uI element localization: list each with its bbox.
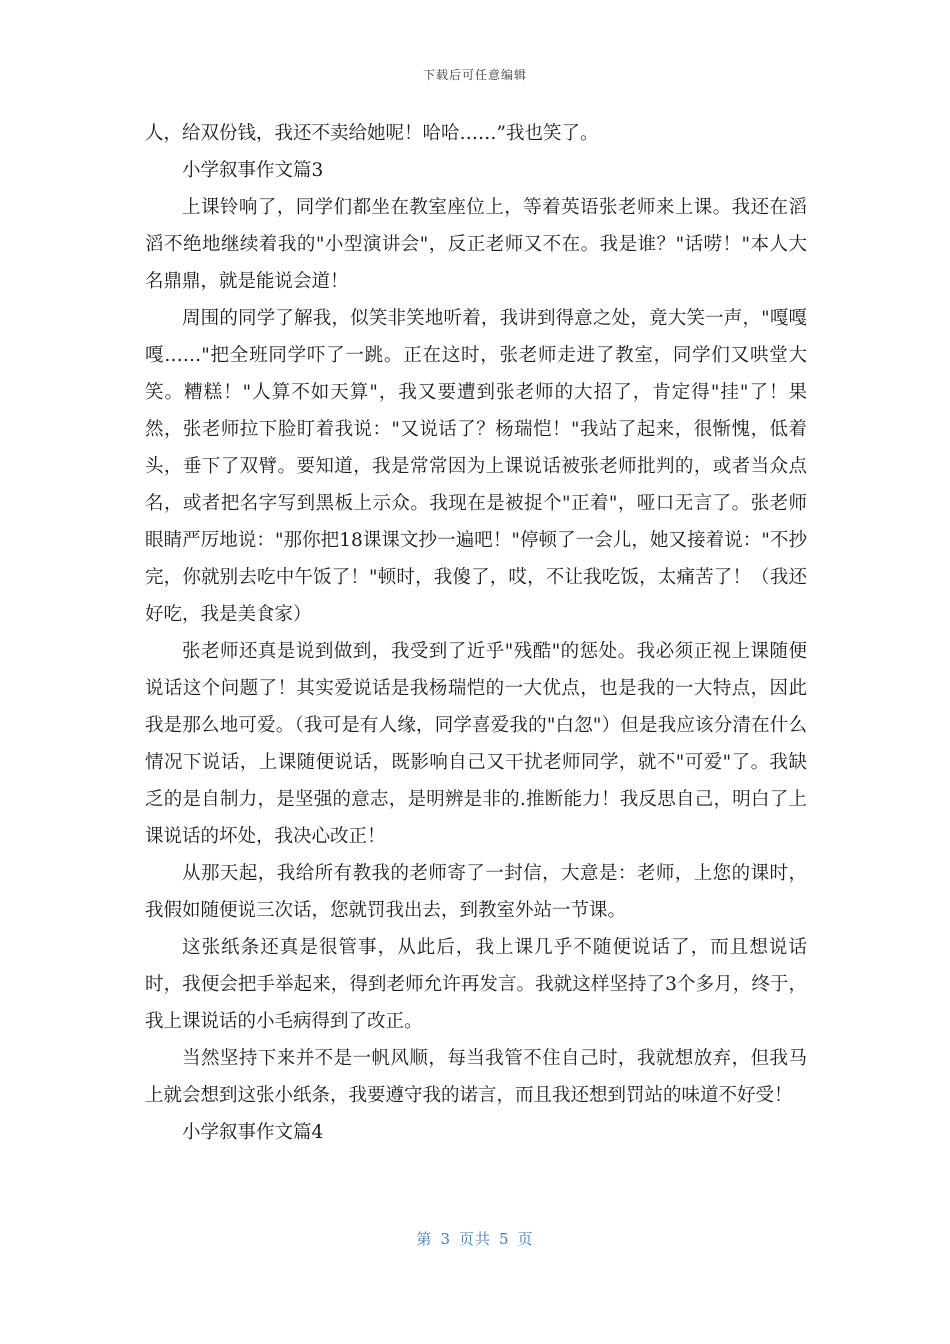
page-header: 下载后可任意编辑 bbox=[422, 68, 527, 82]
section-title: 小学叙事作文篇3 bbox=[182, 160, 324, 181]
paragraph-continuation: 人，给双份钱，我还不卖给她呢！哈哈……”我也笑了。 bbox=[145, 123, 599, 144]
page-label-suffix: 页 bbox=[517, 1230, 534, 1248]
paragraph: 上课铃响了，同学们都坐在教室座位上，等着英语张老师来上课。我还在滔滔不绝地继续着我的"小型演讲会"，反正老师又不在。我是谁？"话唠！"本人大名鼎鼎，就是能说会道！ bbox=[145, 197, 807, 292]
paragraph: 张老师还真是说到做到，我受到了近乎"残酷"的惩处。我必须正视上课随便说话这个问题了！其实爱说话是我杨瑞恺的一大优点，也是我的一大特点，因此我是那么地可爱。（我可是有人缘，同学喜爱我的"白忽"）但是我应该分清在什么情况下说话，上课随便说话，既影响自己又干扰老师同学，就不"可爱"了。我缺乏的是自制力，是坚强的意志，是明辨是非的.推断能力！我反思自己，明白了上课说话的坏处，我决心改正！ bbox=[145, 641, 807, 847]
paragraph: 这张纸条还真是很管事，从此后，我上课几乎不随便说话了，而且想说话时，我便会把手举起来，得到老师允许再发言。我就这样坚持了3个多月，终于，我上课说话的小毛病得到了改正。 bbox=[145, 937, 807, 1032]
section-title: 小学叙事作文篇4 bbox=[182, 1122, 324, 1143]
page-label-prefix: 第 bbox=[416, 1230, 433, 1248]
page-label-mid: 页共 bbox=[458, 1230, 491, 1248]
paragraph: 从那天起，我给所有教我的老师寄了一封信，大意是：老师，上您的课时，我假如随便说三次话，您就罚我出去，到教室外站一节课。 bbox=[145, 863, 807, 921]
paragraph: 当然坚持下来并不是一帆风顺，每当我管不住自己时，我就想放弃，但我马上就会想到这张小纸条，我要遵守我的诺言，而且我还想到罚站的味道不好受！ bbox=[145, 1048, 807, 1106]
page-footer bbox=[0, 1228, 950, 1249]
current-page-number: 3 bbox=[440, 1230, 451, 1248]
total-pages-number: 5 bbox=[499, 1230, 510, 1248]
document-body bbox=[145, 115, 807, 1151]
paragraph: 周围的同学了解我，似笑非笑地听着，我讲到得意之处，竟大笑一声，"嘎嘎嘎……"把全班同学吓了一跳。正在这时，张老师走进了教室，同学们又哄堂大笑。糟糕！"人算不如天算"，我又要遭到张老师的大招了，肯定得"挂"了！果然，张老师拉下脸盯着我说："又说话了？杨瑞恺！"我站了起来，很惭愧，低着头，垂下了双臂。要知道，我是常常因为上课说话被张老师批判的，或者当众点名，或者把名字写到黑板上示众。我现在是被捉个"正着"，哑口无言了。张老师眼睛严厉地说："那你把18课课文抄一遍吧！"停顿了一会儿，她又接着说："不抄完，你就别去吃中午饭了！"顿时，我傻了，哎，不让我吃饭，太痛苦了！（我还好吃，我是美食家） bbox=[145, 308, 807, 625]
